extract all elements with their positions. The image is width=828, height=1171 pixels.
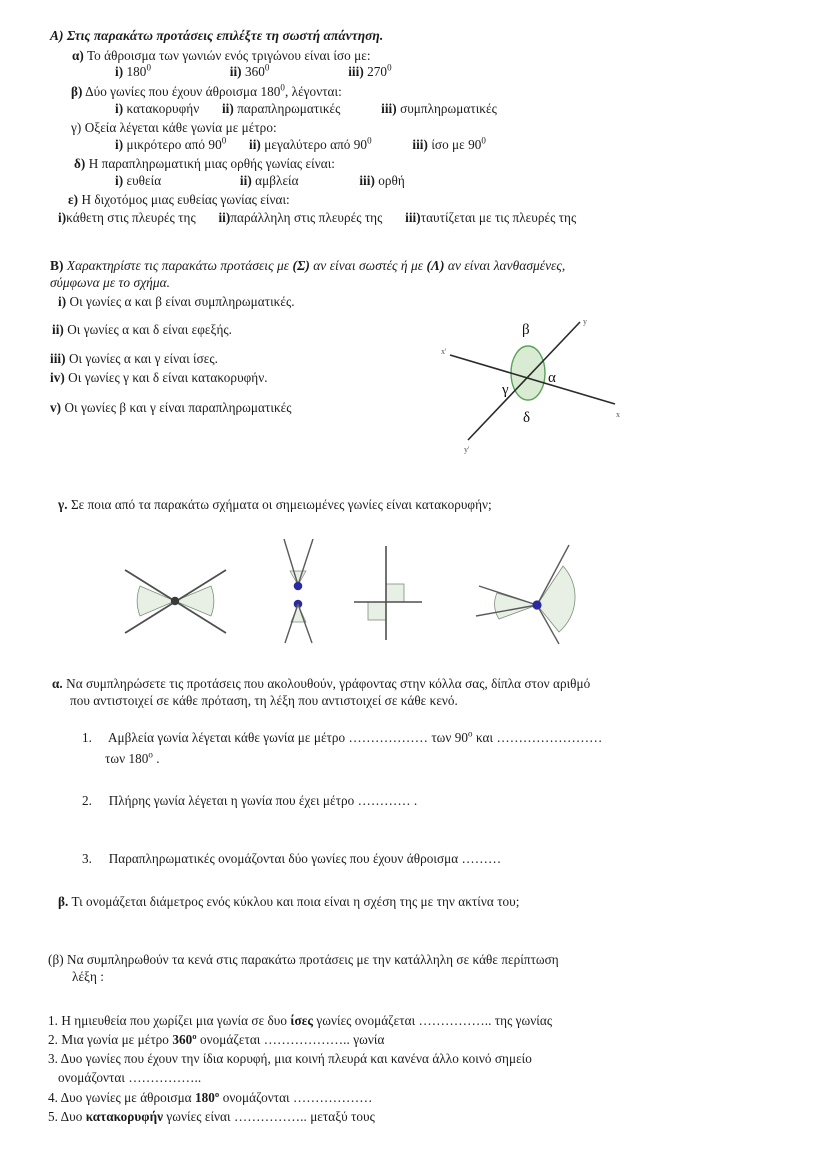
- angles-figure: [440, 300, 640, 460]
- statement-v: [50, 400, 292, 417]
- beta-item-1-num: 1.: [48, 1013, 58, 1028]
- item-beta-label: β): [71, 84, 83, 99]
- option-text: κάθετη στις πλευρές της: [66, 210, 196, 225]
- statement-ii: [52, 322, 232, 339]
- option-text: ορθή: [378, 173, 405, 188]
- option-key: iii): [381, 101, 397, 116]
- label-gamma: γ: [502, 382, 509, 398]
- beta-item-3-line2: [58, 1070, 201, 1087]
- statement-key: i): [58, 294, 67, 309]
- section-gamma-text: Σε ποια από τα παρακάτω σχήματα οι σημειωμένες γωνίες είναι κατακορυφήν;: [70, 497, 492, 512]
- label-alpha: α: [548, 370, 556, 386]
- item-beta-stem: [71, 84, 342, 101]
- section-b-lambda: (Λ): [426, 258, 445, 273]
- section-a-heading: A) Στις παρακάτω προτάσεις επιλέξτε τη σωστή απάντηση.: [50, 28, 384, 43]
- beta-item-2-text-a: Μια γωνία με μέτρο: [61, 1032, 173, 1047]
- figure-2-two-vertex-angles: [268, 533, 328, 645]
- option-text: ευθεία: [126, 173, 162, 188]
- statement-text: Οι γωνίες β και γ είναι παραπληρωματικές: [64, 400, 292, 415]
- beta-item-2-bold: 360º: [172, 1032, 197, 1047]
- option-key: ii): [239, 173, 252, 188]
- option-key: i): [58, 210, 67, 225]
- option-key: i): [115, 64, 124, 79]
- right-angle-square-upper: [386, 584, 404, 602]
- item-gamma-options: [115, 137, 486, 154]
- beta-item-4-bold: 180º: [195, 1090, 220, 1105]
- section-alpha-intro-line2: που αντιστοιχεί σε κάθε πρόταση, τη λέξη που αντιστοιχεί σε κάθε κενό.: [70, 693, 458, 708]
- alpha-item-3: [82, 851, 501, 868]
- option-key: ii): [218, 210, 231, 225]
- option-degree: 0: [367, 135, 372, 146]
- section-beta-label: β.: [58, 894, 69, 909]
- option-key: i): [115, 137, 124, 152]
- alpha-item-1-num: 1.: [82, 730, 92, 745]
- beta-item-5-text-c: μεταξύ τους: [310, 1109, 375, 1124]
- section-alpha-label: α.: [52, 676, 63, 691]
- option-degree: 0: [387, 62, 392, 73]
- beta-item-4-num: 4.: [48, 1090, 58, 1105]
- item-alpha-stem: [72, 48, 371, 65]
- ray-upper-left: [284, 539, 298, 585]
- section-b-sigma: (Σ): [292, 258, 310, 273]
- section-b-heading-text-b: αν είναι σωστές ή με: [309, 258, 427, 273]
- item-delta-options: [115, 173, 405, 190]
- alpha-item-1-blank-2: ……………………: [496, 730, 603, 745]
- right-angle-square-lower: [368, 602, 386, 620]
- label-axis-y: y: [583, 317, 587, 326]
- option-key: iii): [405, 210, 421, 225]
- beta-item-3-line1: [48, 1051, 532, 1068]
- section-gamma-question: [58, 497, 492, 514]
- option-text: κατακορυφήν: [126, 101, 200, 116]
- option-key: ii): [229, 64, 242, 79]
- item-delta-text: Η παραπληρωματική μιας ορθής γωνίας είναι:: [88, 156, 336, 171]
- alpha-item-1-text-b: των 90: [427, 730, 469, 745]
- section-b-label: B): [50, 258, 67, 273]
- statement-text: Οι γωνίες α και β είναι συμπληρωματικές.: [69, 294, 295, 309]
- alpha-item-2-num: 2.: [82, 793, 92, 808]
- alpha-item-3-num: 3.: [82, 851, 92, 866]
- intersecting-lines-svg: [440, 300, 640, 460]
- label-axis-x: x: [616, 410, 620, 419]
- option-text: παράλληλη στις πλευρές της: [230, 210, 383, 225]
- section-b-heading-line2: σύμφωνα με το σχήμα.: [50, 275, 171, 290]
- beta-item-1-bold: ίσες: [290, 1013, 314, 1028]
- option-text: αμβλεία: [255, 173, 299, 188]
- statement-key: v): [50, 400, 62, 415]
- beta-item-1-blank: ……………..: [418, 1013, 492, 1028]
- beta-item-4-text-b: ονομάζονται: [219, 1090, 294, 1105]
- option-degree: 0: [221, 135, 227, 146]
- beta-item-1-text-b: γωνίες ονομάζεται: [313, 1013, 419, 1028]
- alpha-item-2-text-b: .: [410, 793, 418, 808]
- alpha-item-2-blank: …………: [357, 793, 411, 808]
- ray-lower-left: [285, 604, 298, 643]
- section-beta-paren-label: (β): [48, 952, 64, 967]
- option-key: ii): [221, 101, 234, 116]
- option-text: 180: [126, 64, 147, 79]
- statement-i: [58, 294, 295, 311]
- angle-arc-left: [137, 586, 175, 616]
- option-key: i): [115, 101, 124, 116]
- item-epsilon-stem: [68, 192, 290, 209]
- section-b-heading-line1: [50, 258, 565, 275]
- figure-4-adjacent-angles: [455, 540, 580, 648]
- statement-key: iv): [50, 370, 65, 385]
- beta-item-5-text-b: γωνίες είναι: [163, 1109, 234, 1124]
- label-axis-x-prime: x': [441, 347, 447, 356]
- option-degree: 0: [146, 62, 152, 73]
- option-text: ίσο με 90: [431, 137, 482, 152]
- label-delta: δ: [523, 410, 531, 426]
- alpha-item-1-text-a: Αμβλεία γωνία λέγεται κάθε γωνία με μέτρο: [107, 730, 349, 745]
- vertex-point: [171, 597, 179, 605]
- beta-item-4: [48, 1090, 372, 1107]
- beta-item-3-text-a: Δυο γωνίες που έχουν την ίδια κορυφή, μια κοινή πλευρά και κανένα άλλο κοινό σημείο: [60, 1051, 532, 1066]
- beta-item-1-text-c: της γωνίας: [491, 1013, 553, 1028]
- option-text: 270: [367, 64, 388, 79]
- label-beta: β: [522, 322, 530, 338]
- figure-1-svg: [118, 538, 233, 643]
- statement-key: ii): [52, 322, 64, 337]
- alpha-item-2-text-a: Πλήρης γωνία λέγεται η γωνία που έχει μέτρο: [108, 793, 358, 808]
- figure-4-svg: [455, 540, 580, 648]
- beta-item-2: [48, 1032, 384, 1049]
- vertex-point-upper: [294, 582, 303, 591]
- item-alpha-label: α): [72, 48, 84, 63]
- beta-item-2-text-c: γωνία: [349, 1032, 385, 1047]
- figure-3-svg: [352, 540, 447, 645]
- vertex-point: [532, 600, 541, 609]
- option-text: παραπληρωματικές: [237, 101, 341, 116]
- option-text: ταυτίζεται με τις πλευρές της: [420, 210, 577, 225]
- section-beta-text: Τι ονομάζεται διάμετρος ενός κύκλου και ποια είναι η σχέση της με την ακτίνα του;: [71, 894, 520, 909]
- green-ellipse-highlight: [511, 346, 545, 400]
- item-alpha-options: [115, 64, 392, 81]
- alpha-item-1-degree-1: o: [468, 728, 473, 739]
- option-text: 360: [244, 64, 265, 79]
- alpha-item-1-degree-2: o: [148, 749, 153, 760]
- section-alpha-intro-line1: [52, 676, 590, 693]
- beta-item-3-blank: ……………..: [128, 1070, 202, 1085]
- beta-item-5-bold: κατακορυφήν: [85, 1109, 164, 1124]
- option-text: μεγαλύτερο από 90: [264, 137, 368, 152]
- item-delta-stem: [74, 156, 335, 173]
- item-gamma-stem: [71, 120, 277, 137]
- statement-iii: [50, 351, 218, 368]
- option-key: iii): [348, 64, 364, 79]
- beta-item-5-text-a: Δυο: [60, 1109, 86, 1124]
- section-a: [50, 28, 383, 45]
- option-degree: 0: [481, 135, 486, 146]
- item-gamma-text: Οξεία λέγεται κάθε γωνία με μέτρο:: [84, 120, 277, 135]
- statement-text: Οι γωνίες α και δ είναι εφεξής.: [67, 322, 233, 337]
- item-epsilon-text: Η διχοτόμος μιας ευθείας γωνίας είναι:: [81, 192, 290, 207]
- item-gamma-label: γ): [71, 120, 82, 135]
- section-b-heading-text-c: αν είναι λανθασμένες,: [444, 258, 566, 273]
- angle-sector-right: [537, 566, 575, 632]
- option-key: ii): [249, 137, 261, 152]
- alpha-item-2: [82, 793, 417, 810]
- option-key: i): [115, 173, 124, 188]
- section-beta-paren-heading-line1: [48, 952, 559, 969]
- beta-item-3-num: 3.: [48, 1051, 58, 1066]
- beta-item-2-num: 2.: [48, 1032, 58, 1047]
- item-beta-options: [115, 101, 497, 118]
- alpha-item-1-line1: [82, 730, 602, 747]
- option-degree: 0: [264, 62, 270, 73]
- alpha-item-1-blank-1: ………………: [348, 730, 428, 745]
- option-key: iii): [412, 137, 428, 152]
- section-beta-paren-heading-a: Να συμπληρωθούν τα κενά στις παρακάτω προτάσεις με την κατάλληλη σε κάθε περίπτωση: [67, 952, 559, 967]
- ray-upper-right: [298, 539, 313, 585]
- option-text: μικρότερο από 90: [126, 137, 222, 152]
- section-b-heading-text-a: Χαρακτηρίστε τις παρακάτω προτάσεις με: [66, 258, 293, 273]
- section-gamma-label: γ.: [58, 497, 68, 512]
- beta-item-4-blank: ………………: [293, 1090, 373, 1105]
- item-beta-text-pre: Δύο γωνίες που έχουν άθροισμα 180: [85, 84, 281, 99]
- alpha-item-3-blank: ………: [461, 851, 502, 866]
- alpha-item-1-line2-b: .: [152, 751, 160, 766]
- option-key: iii): [359, 173, 375, 188]
- item-alpha-text: Το άθροισμα των γωνιών ενός τριγώνου είναι ίσο με:: [86, 48, 371, 63]
- statement-text: Οι γωνίες α και γ είναι ίσες.: [68, 351, 218, 366]
- beta-item-5-num: 5.: [48, 1109, 58, 1124]
- section-beta-question: [58, 894, 519, 911]
- item-beta-text-post: , λέγονται:: [284, 84, 342, 99]
- beta-item-5-blank: ……………..: [233, 1109, 311, 1124]
- item-beta-degree: 0: [280, 82, 285, 93]
- alpha-item-3-text-a: Παραπληρωματικές ονομάζονται δύο γωνίες που έχουν άθροισμα: [108, 851, 462, 866]
- figure-1-crossed-lines: [118, 538, 233, 643]
- section-beta-paren-heading-line2: λέξη :: [72, 969, 104, 984]
- figure-2-svg: [268, 533, 328, 645]
- item-epsilon-label: ε): [68, 192, 79, 207]
- alpha-item-1-text-c: και: [472, 730, 497, 745]
- item-delta-label: δ): [74, 156, 86, 171]
- statement-key: iii): [50, 351, 66, 366]
- statement-text: Οι γωνίες γ και δ είναι κατακορυφήν.: [68, 370, 268, 385]
- beta-item-1-text-a: Η ημιευθεία που χωρίζει μια γωνία σε δυο: [61, 1013, 291, 1028]
- option-text: συμπληρωματικές: [400, 101, 497, 116]
- beta-item-2-text-b: ονομάζεται: [196, 1032, 264, 1047]
- beta-item-5: [48, 1109, 375, 1126]
- beta-item-1: [48, 1013, 552, 1030]
- ray-lower-right: [298, 604, 312, 643]
- alpha-item-1-line2-a: των 180: [105, 751, 149, 766]
- beta-item-3-text-b: ονομάζονται: [58, 1070, 129, 1085]
- section-alpha-intro-a: Να συμπληρώσετε τις προτάσεις που ακολουθούν, γράφοντας στην κόλλα σας, δίπλα στον αριθμό: [66, 676, 591, 691]
- statement-iv: [50, 370, 268, 387]
- figure-3-perpendicular: [352, 540, 447, 645]
- item-epsilon-options: [58, 210, 576, 227]
- alpha-item-1-line2: [105, 751, 160, 768]
- label-axis-y-prime: y': [464, 445, 470, 454]
- beta-item-2-blank: ………………..: [263, 1032, 350, 1047]
- beta-item-4-text-a: Δυο γωνίες με άθροισμα: [60, 1090, 195, 1105]
